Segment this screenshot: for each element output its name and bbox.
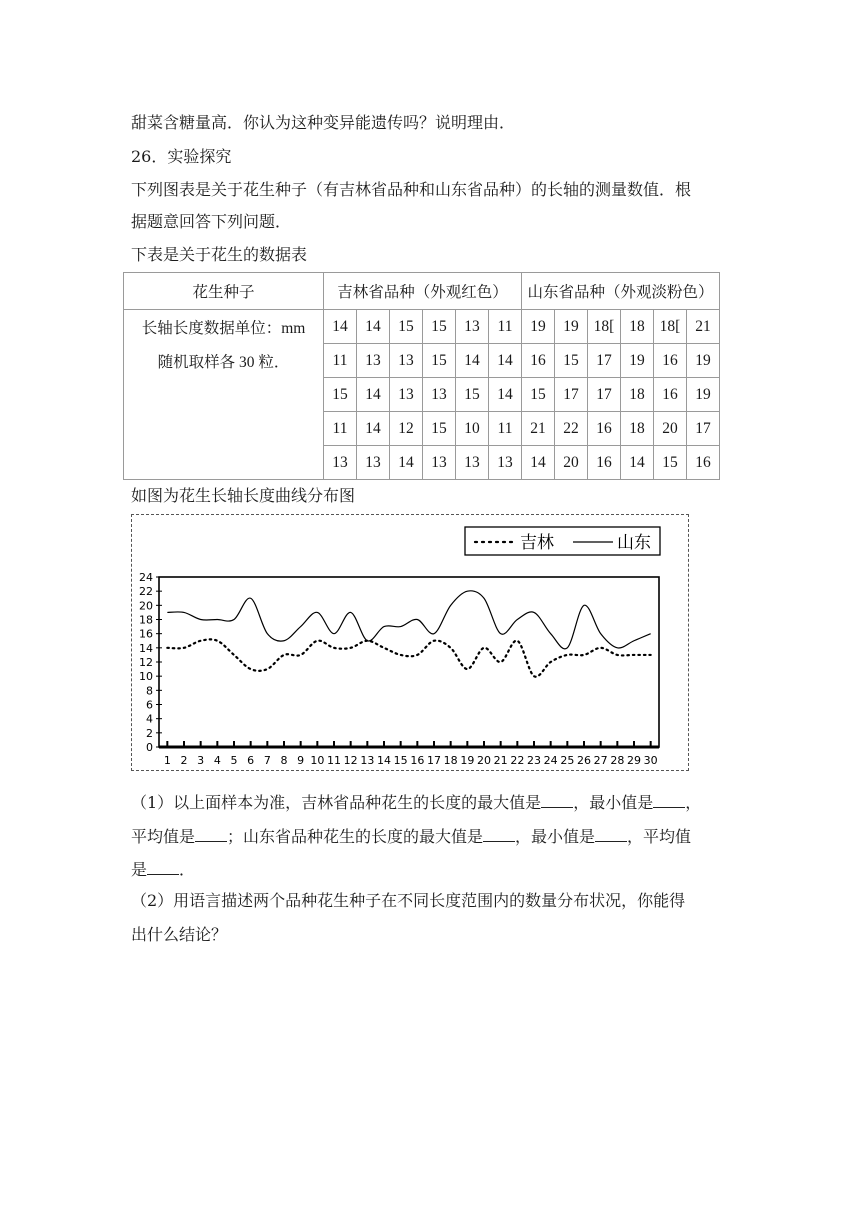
x-tick-label: 24 xyxy=(543,754,558,767)
table-cell: 19 xyxy=(687,378,720,412)
y-tick-label: 18 xyxy=(139,613,153,627)
x-tick-label: 26 xyxy=(577,754,591,767)
table-cell: 13 xyxy=(489,446,522,480)
intro-line-2: 据题意回答下列问题． xyxy=(131,212,292,231)
x-tick-label: 30 xyxy=(643,754,658,767)
x-tick-label: 25 xyxy=(560,754,575,767)
table-cell: 14 xyxy=(621,446,654,480)
x-tick-label: 12 xyxy=(343,754,358,767)
q1-line-1 xyxy=(131,791,701,813)
x-tick-label: 28 xyxy=(610,754,625,767)
intro-line-1: 下列图表是关于花生种子（有吉林省品种和山东省品种）的长轴的测量数值．根 xyxy=(131,180,692,199)
y-tick-label: 6 xyxy=(146,698,153,712)
answer-blank-jilin-min[interactable] xyxy=(653,791,685,808)
table-cell: 19 xyxy=(555,310,588,344)
x-tick-label: 27 xyxy=(593,754,608,767)
x-tick-label: 10 xyxy=(310,754,325,767)
table-cell: 11 xyxy=(489,412,522,446)
table-cell: 15 xyxy=(555,344,588,378)
x-tick-label: 29 xyxy=(627,754,641,767)
q1-text-c: ， xyxy=(685,793,702,812)
table-cell: 19 xyxy=(687,344,720,378)
table-cell: 22 xyxy=(555,412,588,446)
y-tick-label: 12 xyxy=(139,656,153,669)
chart-caption: 如图为花生长轴长度曲线分布图 xyxy=(131,486,356,505)
table-cell: 11 xyxy=(489,310,522,344)
chart-frame xyxy=(131,514,689,771)
table-cell: 11 xyxy=(324,412,357,446)
q2-line-2: 出什么结论？ xyxy=(131,925,228,944)
legend-shandong-label: 山东 xyxy=(617,533,651,553)
answer-blank-jilin-avg[interactable] xyxy=(195,825,227,842)
x-tick-label: 16 xyxy=(410,754,425,767)
table-cell: 16 xyxy=(654,344,687,378)
table-cell: 20 xyxy=(654,412,687,446)
y-tick-label: 8 xyxy=(146,684,153,698)
y-tick-label: 24 xyxy=(139,571,153,584)
x-tick-label: 2 xyxy=(180,754,188,767)
x-tick-label: 8 xyxy=(280,754,288,767)
header-seed: 花生种子 xyxy=(124,273,324,310)
table-cell: 19 xyxy=(522,310,555,344)
y-tick-label: 4 xyxy=(146,712,153,726)
series-line-jilin xyxy=(167,639,650,676)
table-cell: 14 xyxy=(357,412,390,446)
table-cell: 15 xyxy=(423,344,456,378)
plot-area xyxy=(159,577,659,747)
x-tick-label: 13 xyxy=(360,754,375,767)
table-cell: 15 xyxy=(654,446,687,480)
table-cell: 13 xyxy=(357,344,390,378)
table-cell: 17 xyxy=(588,344,621,378)
table-cell: 16 xyxy=(588,412,621,446)
q2-line-1: （2）用语言描述两个品种花生种子在不同长度范围内的数量分布状况，你能得 xyxy=(131,891,686,910)
peanut-data-table xyxy=(123,272,720,480)
table-cell: 13 xyxy=(456,310,489,344)
table-cell: 15 xyxy=(390,310,423,344)
header-jilin: 吉林省品种（外观红色） xyxy=(324,273,522,310)
table-cell: 16 xyxy=(654,378,687,412)
table-cell: 17 xyxy=(588,378,621,412)
y-tick-label: 2 xyxy=(146,726,153,740)
length-distribution-chart xyxy=(132,515,688,770)
x-tick-label: 7 xyxy=(263,754,271,767)
table-cell: 15 xyxy=(456,378,489,412)
table-cell: 18[ xyxy=(588,310,621,344)
x-tick-label: 4 xyxy=(213,754,221,767)
q1-text-f: ，最小值是 xyxy=(515,827,596,846)
answer-blank-shandong-avg[interactable] xyxy=(147,858,179,875)
table-cell: 15 xyxy=(324,378,357,412)
table-cell: 20 xyxy=(555,446,588,480)
answer-blank-jilin-max[interactable] xyxy=(541,791,573,808)
x-tick-label: 19 xyxy=(460,754,475,767)
table-cell: 19 xyxy=(621,344,654,378)
header-shandong: 山东省品种（外观淡粉色） xyxy=(522,273,720,310)
table-cell: 15 xyxy=(423,310,456,344)
table-cell: 16 xyxy=(522,344,555,378)
table-cell: 14 xyxy=(324,310,357,344)
table-cell: 18 xyxy=(621,412,654,446)
y-tick-label: 14 xyxy=(139,641,153,655)
q1-text-e: ；山东省品种花生的长度的最大值是 xyxy=(227,827,484,846)
table-caption: 下表是关于花生的数据表 xyxy=(131,245,308,264)
table-cell: 14 xyxy=(522,446,555,480)
q1-text-i: ． xyxy=(179,860,196,879)
table-cell: 10 xyxy=(456,412,489,446)
table-cell: 12 xyxy=(390,412,423,446)
series-line-shandong xyxy=(167,591,650,649)
prev-question-tail: 甜菜含糖量高．你认为这种变异能遗传吗？说明理由． xyxy=(131,113,516,132)
table-cell: 14 xyxy=(357,378,390,412)
question-number: 26．实验探究 xyxy=(131,147,232,166)
x-tick-label: 14 xyxy=(377,754,391,767)
table-cell: 17 xyxy=(687,412,720,446)
x-tick-label: 1 xyxy=(163,754,171,767)
table-cell: 17 xyxy=(555,378,588,412)
table-cell: 13 xyxy=(423,378,456,412)
q1-text-d: 平均值是 xyxy=(131,827,196,846)
table-cell: 21 xyxy=(687,310,720,344)
table-cell: 15 xyxy=(522,378,555,412)
table-cell: 13 xyxy=(324,446,357,480)
table-cell: 11 xyxy=(324,344,357,378)
y-tick-label: 22 xyxy=(139,585,153,599)
table-cell: 14 xyxy=(357,310,390,344)
y-tick-label: 16 xyxy=(139,627,153,641)
table-cell: 16 xyxy=(687,446,720,480)
table-cell: 14 xyxy=(390,446,423,480)
q1-text-a: （1）以上面样本为准，吉林省品种花生的长度的最大值是 xyxy=(131,793,542,812)
row-label-unit: 长轴长度数据单位：mm xyxy=(141,320,306,337)
q1-text-g: ，平均值 xyxy=(627,827,692,846)
y-tick-label: 10 xyxy=(139,670,153,684)
table-cell: 16 xyxy=(588,446,621,480)
table-cell: 14 xyxy=(456,344,489,378)
table-cell: 14 xyxy=(489,378,522,412)
q1-line-3 xyxy=(131,858,195,880)
table-cell: 13 xyxy=(357,446,390,480)
table-cell: 13 xyxy=(456,446,489,480)
table-cell: 15 xyxy=(423,412,456,446)
q1-line-2 xyxy=(131,825,691,847)
y-tick-label: 0 xyxy=(146,741,153,754)
table-cell: 13 xyxy=(390,378,423,412)
x-tick-label: 22 xyxy=(510,754,525,767)
x-tick-label: 9 xyxy=(297,754,305,767)
answer-blank-shandong-max[interactable] xyxy=(483,825,515,842)
table-cell: 18[ xyxy=(654,310,687,344)
table-cell: 13 xyxy=(423,446,456,480)
table-cell: 18 xyxy=(621,378,654,412)
table-cell: 14 xyxy=(489,344,522,378)
x-tick-label: 20 xyxy=(477,754,491,767)
row-label xyxy=(124,310,324,480)
y-tick-label: 20 xyxy=(139,599,153,613)
x-tick-label: 3 xyxy=(197,754,205,767)
table-cell: 13 xyxy=(390,344,423,378)
table-cell: 21 xyxy=(522,412,555,446)
x-tick-label: 21 xyxy=(493,754,508,767)
x-tick-label: 23 xyxy=(527,754,541,767)
q1-text-b: ，最小值是 xyxy=(573,793,654,812)
row-label-sample: 随机取样各 30 粒． xyxy=(157,354,290,371)
x-tick-label: 11 xyxy=(327,754,341,767)
x-tick-label: 18 xyxy=(443,754,458,767)
x-tick-label: 17 xyxy=(427,754,441,767)
legend-jilin-label: 吉林 xyxy=(520,533,554,553)
q1-text-h: 是 xyxy=(131,860,148,879)
table-cell: 18 xyxy=(621,310,654,344)
x-tick-label: 6 xyxy=(247,754,255,767)
answer-blank-shandong-min[interactable] xyxy=(595,825,627,842)
x-tick-label: 5 xyxy=(230,754,238,767)
x-tick-label: 15 xyxy=(393,754,408,767)
